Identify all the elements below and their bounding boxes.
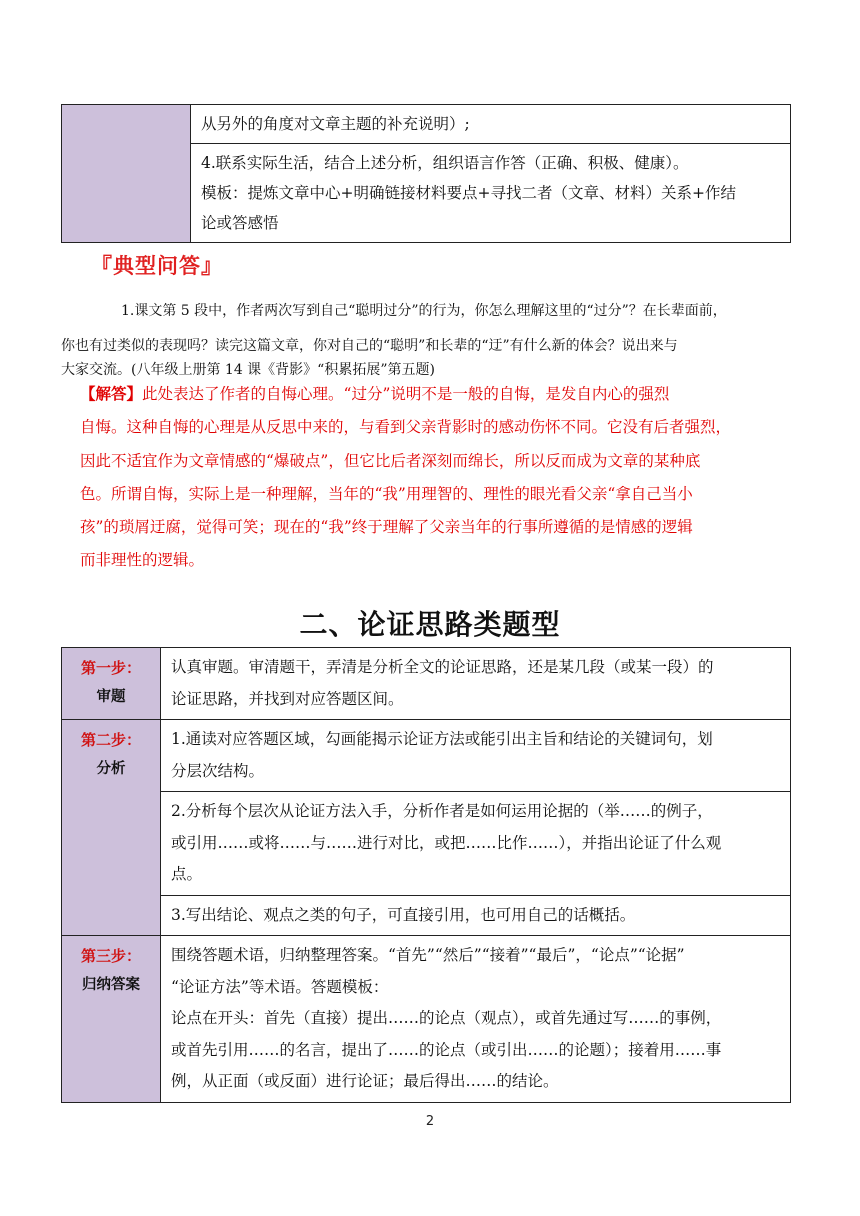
step-table [61, 647, 791, 1103]
top-table [61, 104, 791, 243]
section-title: 二、论证思路类题型 [299, 608, 561, 641]
answer-line: 因此不适宜作为文章情感的“爆破点”，但它比后者深刻而绵长，所以反而成为文章的某种底 [80, 451, 701, 470]
page-number: 2 [425, 1114, 435, 1129]
step-name: 第一步： [80, 659, 141, 677]
row-text-line: 或引用……或将……与……进行对比，或把……比作……），并指出论证了什么观 [171, 833, 722, 852]
row-text-line: 认真审题。审清题干，弄清是分析全文的论证思路，还是某几段（或某一段）的 [171, 658, 714, 676]
row-text-line: 分层次结构。 [171, 761, 265, 780]
table-row [161, 720, 791, 792]
table-row [161, 936, 791, 1103]
step-name: 第三步： [80, 947, 141, 965]
question-line: 你也有过类似的表现吗？读完这篇文章，你对自己的“聪明”和长辈的“迂”有什么新的体会？说出来与 [61, 338, 678, 354]
row-text-line: 1.通读对应答题区域，勾画能揭示论证方法或能引出主旨和结论的关键词句，划 [171, 730, 713, 748]
answer-line: 孩”的琐屑迂腐，觉得可笑；现在的“我”终于理解了父亲当年的行事所遵循的是情感的逻辑 [80, 518, 693, 537]
step-title: 分析 [96, 761, 126, 777]
step-label-cell [62, 936, 161, 1103]
answer-tag: 【解答】 [80, 384, 143, 403]
question-line: 1.课文第 5 段中，作者两次写到自己“聪明过分”的行为，你怎么理解这里的“过分”？在长辈面前， [121, 303, 727, 319]
table-row [161, 895, 791, 936]
step-title: 审题 [96, 689, 126, 705]
row-text-line: 4.联系实际生活，结合上述分析，组织语言作答（正确、积极、健康）。 [201, 154, 689, 172]
step-name: 第二步： [80, 731, 141, 749]
step-title: 归纳答案 [82, 977, 140, 993]
question [61, 296, 791, 382]
question-line: 大家交流。(八年级上册第 14 课《背影》“积累拓展”第五题) [61, 362, 435, 378]
row-text-line: 论点在开头：首先（直接）提出……的论点（观点），或首先通过写……的事例， [171, 1009, 722, 1027]
answer-line: 而非理性的逻辑。 [80, 551, 205, 570]
row-text-line: 论证思路，并找到对应答题区间。 [171, 689, 404, 708]
table-row [161, 648, 791, 720]
row-text: 从另外的角度对文章主题的补充说明）; [201, 115, 470, 133]
row-text-line: 3.写出结论、观点之类的句子，可直接引用，也可用自己的话概括。 [171, 905, 636, 924]
row-text-line: 论或答感悟 [201, 214, 279, 232]
row-text-line: 例，从正面（或反面）进行论证；最后得出……的结论。 [171, 1072, 559, 1090]
answer-line: 色。所谓自悔，实际上是一种理解，当年的“我”用理智的、理性的眼光看父亲“拿自己当小 [80, 484, 693, 503]
step-label-cell [62, 648, 161, 720]
row-text-line: 点。 [171, 865, 203, 883]
row-text-line: 2.分析每个层次从论证方法入手，分析作者是如何运用论据的（举……的例子， [171, 802, 713, 820]
row-text-line: 围绕答题术语，归纳整理答案。“首先”“然后”“接着”“最后”，“论点”“论据” [171, 946, 685, 964]
answer-line: 此处表达了作者的自悔心理。“过分”说明不是一般的自悔，是发自内心的强烈 [142, 385, 670, 403]
row-text-line: “论证方法”等术语。答题模板： [171, 977, 389, 996]
table-row [191, 105, 791, 144]
answer [80, 377, 791, 578]
table-row [191, 144, 791, 243]
answer-line: 自悔。这种自悔的心理是从反思中来的，与看到父亲背影时的感动伤怀不同。它没有后者强烈， [80, 418, 732, 437]
step-label-cell [62, 720, 161, 936]
table-row [161, 792, 791, 896]
row-text-line: 或首先引用……的名言，提出了……的论点（或引出……的论题）；接着用……事 [171, 1040, 722, 1059]
category-cell [62, 105, 191, 243]
section-header: 『典型问答』 [91, 254, 223, 278]
row-text-line: 模板：提炼文章中心+明确链接材料要点+寻找二者（文章、材料）关系+作结 [201, 184, 736, 202]
